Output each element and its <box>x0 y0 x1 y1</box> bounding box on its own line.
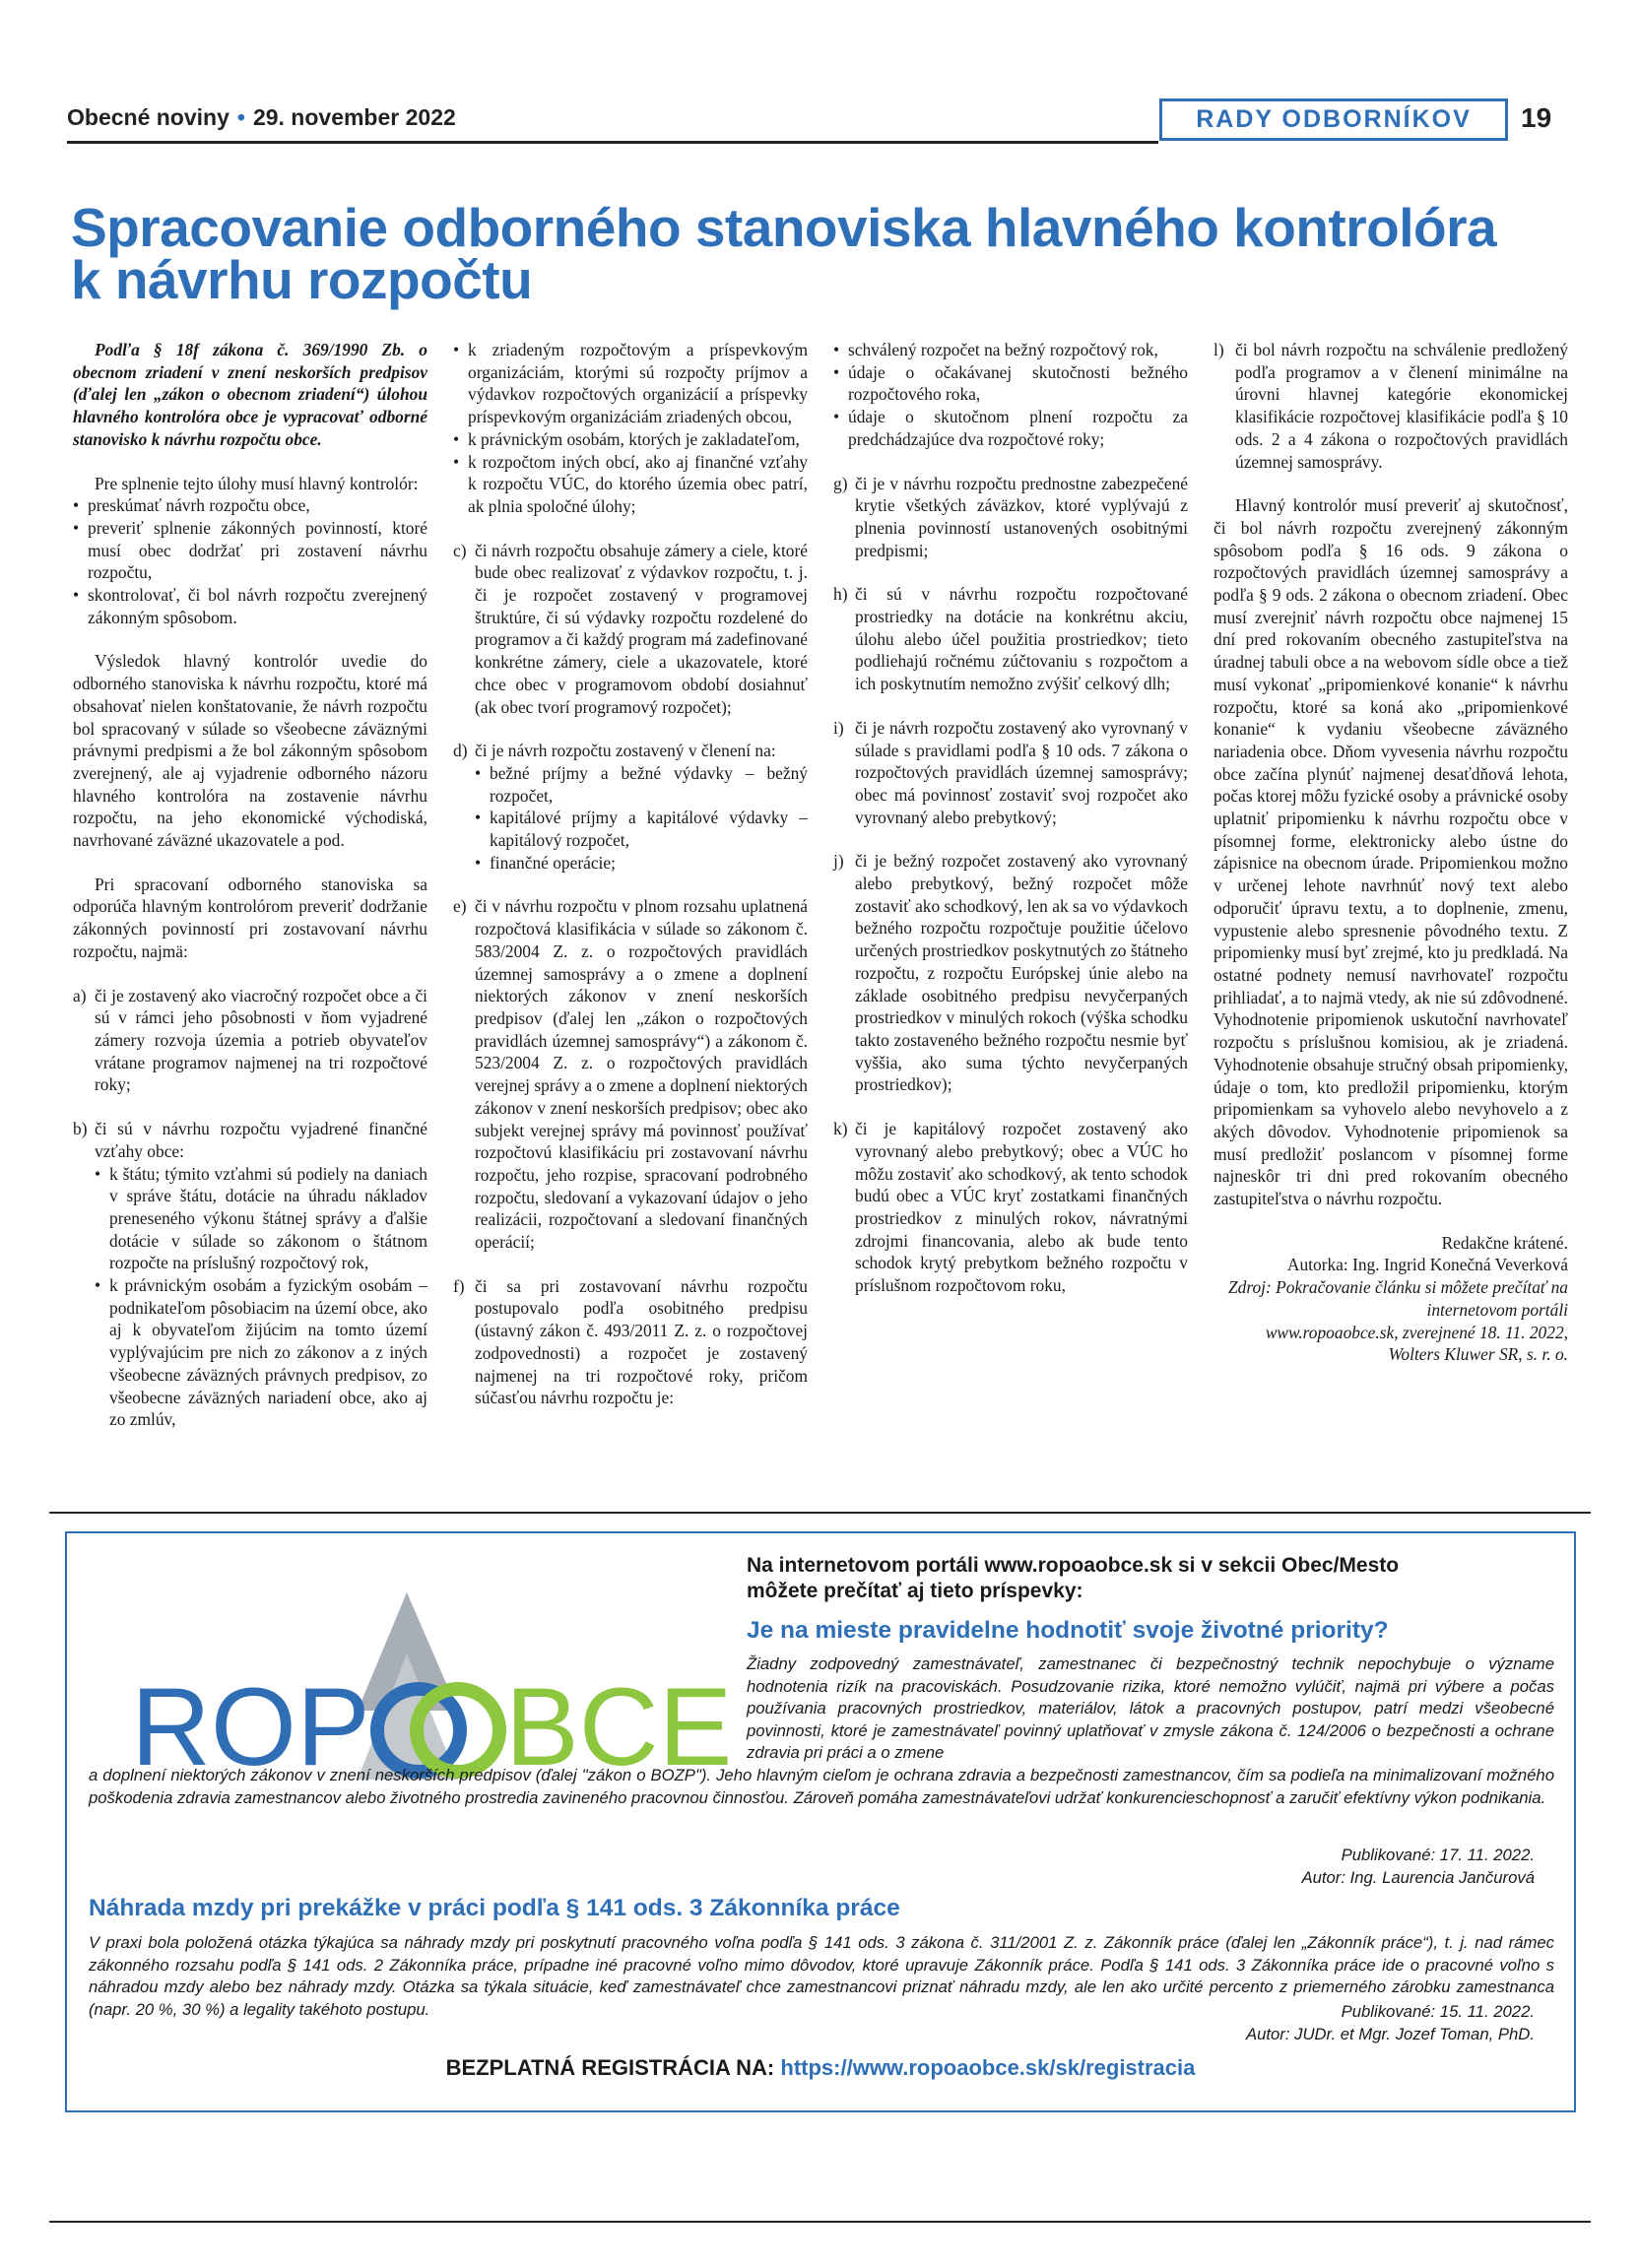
header-rule <box>67 141 1158 144</box>
registration-line <box>67 2055 1574 2081</box>
publication-name: Obecné noviny <box>67 104 230 130</box>
credit-author: Autorka: Ing. Ingrid Konečná Veverková <box>1286 1255 1568 1275</box>
check-item-b-list <box>95 1163 427 1431</box>
promo-article-1-author: Autor: Ing. Laurencia Jančurová <box>1301 1868 1535 1887</box>
tasks-intro: Pre splnenie tejto úlohy musí hlavný kontrolór: <box>95 473 419 493</box>
bottom-rule <box>49 2221 1591 2223</box>
list-item: • k štátu; týmito vzťahmi sú podiely na daniach v správe štátu, dotácie na úhradu nákladov preneseného výkonu štátnej správy a ďalšie dotácie v súlade so zákonom o štátnom rozpočte na príslušný rozpočtový rok, <box>95 1163 427 1275</box>
tasks-list <box>73 494 427 628</box>
list-item: • údaje o skutočnom plnení rozpočtu za predchádzajúce dva rozpočtové roky; <box>833 406 1188 450</box>
check-item-f: f) či sa pri zostavovaní návrhu rozpočtu postupovalo podľa osobitného predpisu (ústavný zákon č. 493/2011 Z. z. o rozpočtovej zodpovednosti) a rozpočet je zostavený najmenej na tri rozpočtové roky, pričom súčasťou návrhu rozpočtu je: <box>453 1275 808 1408</box>
promo-article-1-text-bottom: a doplnení niektorých zákonov v znení neskorších predpisov (ďalej "zákon o BOZP"). Jeho hlavným cieľom je ochrana zdravia a bezpečnosti zamestnancov, čím sa podieľa na minimalizovaní možného poškodenia zdravia zamestnancov alebo životného prostredia zavineného pracovnou činnosťou. Zároveň pomáha zamestnávateľovi udržať konkurencieschopnosť a zaručiť efektívny výkon podnikania. <box>89 1766 1554 1807</box>
check-item-b-text: či sú v návrhu rozpočtu vyjadrené finančné vzťahy obce: <box>95 1119 427 1161</box>
promo-article-2-text: V praxi bola položená otázka týkajúca sa náhrady mzdy pri poskytnutí pracovného voľna podľa § 141 ods. 3 zákona č. 311/2001 Z. z. Zákonník práce (ďalej len „Zákonník práce“), t. j. nad rámec zákonného rozsahu podľa § 141 ods. 2 Zákonníka práce, prípadne iné pracovné voľno mimo dôvodov, ktoré upravuje Zákonník práce. Podľa § 141 ods. 3 Zákonníka práce ide o pracovné voľno s náhradou mzdy alebo bez náhrady mzdy. Otázka sa týkala situácie, keď zamestnávateľ chce zamestnancovi priznať náhradu mzdy, ale len ako určité percento z priemerného zárobku zamestnanca (napr. 20 %, 30 %) a legality takéhoto postupu. <box>89 1933 1554 2019</box>
article-title <box>71 197 1568 310</box>
list-item: • údaje o očakávanej skutočnosti bežného rozpočtového roka, <box>833 361 1188 406</box>
task-item: • preveriť splnenie zákonných povinností, ktoré musí obec dodržať pri zostavení návrhu rozpočtu, <box>73 517 427 584</box>
article-column-4 <box>1214 339 1568 1366</box>
check-item-i: i) či je návrh rozpočtu zostavený ako vyrovnaný v súlade s pravidlami podľa § 10 ods. 7 zákona o rozpočtových pravidlách územnej samosprávy; obec má povinnosť zostaviť svoj rozpočet ako vyrovnaný alebo prebytkový; <box>833 717 1188 827</box>
check-item-j: j) či je bežný rozpočet zostavený ako vyrovnaný alebo prebytkový, bežný rozpočet môže zostaviť ako schodkový, len ak sa vo výdavkoch bežného rozpočtu rozpočtuje použitie účelovo určených prostriedkov poskytnutých zo štátneho rozpočtu, z rozpočtu Európskej únie alebo na základe osobitného predpisu nevyčerpaných prostriedkov v minulých rokoch (výška schodku takto zostaveného bežného rozpočtu nesmie byť vyššia, ako suma týchto nevyčerpaných prostriedkov); <box>833 851 1188 1095</box>
article-title-line-2: k návrhu rozpočtu <box>71 249 533 310</box>
check-item-b-list-continued <box>453 339 808 518</box>
article-credits <box>1214 1232 1568 1366</box>
publish-paragraph: Hlavný kontrolór musí preveriť aj skutočnosť, či bol návrh rozpočtu zverejnený zákonným spôsobom podľa § 16 ods. 9 zákona o rozpočtových pravidlách územnej samosprávy a podľa § 9 ods. 2 zákona o obecnom zriadení. Obec musí zverejniť návrh rozpočtu obce najmenej 15 dní pred rokovaním obecného zastupiteľstva na úradnej tabuli obce a na webovom sídle obce a tiež musí vykonať „pripomienkové konanie“ k návrhu rozpočtu, ktoré sa koná ako „pripomienkové konanie“ k vydaniu všeobecne záväzného nariadenia obce. Dňom vyvesenia návrhu rozpočtu obce začína plynúť najmenej desaťdňová lehota, počas ktorej môžu fyzické osoby a právnické osoby uplatniť pripomienku k návrhu rozpočtu obce v písomnej forme, elektronicky alebo ústne do zápisnice na obecnom úrade. Pripomienkou možno v určenej lehote navrhnúť nový text alebo odporučiť úpravu textu, a to doplnenie, zmenu, vypustenie alebo spresnenie pôvodného textu. Z pripomienky musí byť zrejmé, kto ju predkladá. Na ostatné podnety nemusí navrhovateľ rozpočtu prihliadať, a to najmä vtedy, ak nie sú zdôvodnené. Vyhodnotenie pripomienok uskutoční navrhovateľ rozpočtu s príslušnou komisiou, ak je zriadená. Vyhodnotenie obsahuje stručný obsah pripomienky, údaje o tom, kto predložil pripomienku, ktorým pripomienkam sa vyhovelo alebo nevyhovelo a z akých dôvodov. Vyhodnotenie pripomienok sa musí predložiť poslancom v písomnej forme najneskôr tri dni pred rokovaním obecného zastupiteľstva o návrhu rozpočtu. <box>1214 495 1568 1209</box>
check-item-e: e) či v návrhu rozpočtu v plnom rozsahu uplatnená rozpočtová klasifikácia v súlade so zákonom č. 583/2004 Z. z. o rozpočtových pravidlách územnej samosprávy a o zmene a doplnení niektorých zákonov v znení neskorších predpisov (ďalej len „zákon o rozpočtových pravidlách územnej samosprávy“) a zákonom č. 523/2004 Z. z. o rozpočtových pravidlách verejnej správy a o zmene a doplnení niektorých zákonov v znení neskorších predpisov; obec ako subjekt verejnej správy má povinnosť používať rozpočtovú klasifikáciu pri zostavovaní návrhu rozpočtu, jeho rozpise, spracovaní podrobného rozpočtu, sledovaní a vykazovaní údajov o jeho realizácii, rozpočtovaní a sledovaní finančných operácií; <box>453 896 808 1253</box>
logo-right-text: BCE <box>505 1665 733 1788</box>
issue-date: 29. november 2022 <box>252 104 456 130</box>
list-item: • k právnickým osobám, ktorých je zakladateľom, <box>453 428 808 451</box>
result-paragraph: Výsledok hlavný kontrolór uvedie do odborného stanoviska k návrhu rozpočtu, ktoré má obsahovať nielen konštatovanie, že návrh rozpočtu bol spracovaný v súlade so všeobecne záväznými právnymi predpismi a že bol zákonným spôsobom zverejnený, ale aj vyjadrenie odborného názoru hlavného kontrolóra na zostavenie návrhu rozpočtu, na jeho ekonomické východiská, navrhované záväzné ukazovatele a pod. <box>73 651 427 851</box>
check-item-a: a) či je zostavený ako viacročný rozpočet obce a či sú v rámci jeho pôsobnosti v ňom vyjadrené zámery rozvoja územia a potrieb obyvateľov vrátane programov najmenej na tri rozpočtové roky; <box>73 985 427 1095</box>
promo-intro-line-2: môžete prečítať aj tieto príspevky: <box>747 1580 1083 1602</box>
promo-intro <box>747 1553 1535 1604</box>
promo-article-2-published: Publikované: 15. 11. 2022. <box>1341 2002 1535 2021</box>
registration-link[interactable]: https://www.ropoaobce.sk/sk/registracia <box>780 2055 1196 2080</box>
check-item-d: d) či je návrh rozpočtu zostavený v členení na: • bežné príjmy a bežné výdavky – bežný rozpočet, • kapitálové príjmy a kapitálové výdavky – kapitálový rozpočet, • finančné operácie; <box>453 740 808 874</box>
promo-intro-line-1: Na internetovom portáli www.ropoaobce.sk si v sekcii Obec/Mesto <box>747 1554 1400 1577</box>
check-item-l: l) či bol návrh rozpočtu na schválenie predložený podľa programov a v členení minimálne na úrovni hlavnej kategórie ekonomickej klasifikácie rozpočtovej klasifikácie podľa § 10 ods. 2 a 4 zákona o rozpočtových pravidlách územnej samosprávy. <box>1214 340 1568 472</box>
promo-article-2-author: Autor: JUDr. et Mgr. Jozef Toman, PhD. <box>1245 2025 1535 2043</box>
check-item-b: b) či sú v návrhu rozpočtu vyjadrené finančné vzťahy obce: • k štátu; týmito vzťahmi sú podiely na daniach v správe štátu, dotácie na úhradu nákladov preneseného výkonu štátnej správy a ďalšie dotácie v súlade so zákonom o štátnom rozpočte na príslušný rozpočtový rok, • k právnickým osobám a fyzickým osobám – podnikateľom pôsobiacim na území obce, ako aj k obyvateľom žijúcim na tomto území vyplývajúcim pre nich zo zákonov a z iných všeobecne záväzných právnych predpisov, zo všeobecne záväzných nariadení obce, ako aj zo zmlúv, <box>73 1118 427 1431</box>
page-number: 19 <box>1521 102 1552 133</box>
task-item: • preskúmať návrh rozpočtu obce, <box>73 494 427 517</box>
promo-box <box>65 1531 1576 2112</box>
registration-label: BEZPLATNÁ REGISTRÁCIA NA: <box>445 2055 775 2080</box>
task-item: • skontrolovať, či bol návrh rozpočtu zverejnený zákonným spôsobom. <box>73 584 427 628</box>
check-item-d-list <box>475 762 808 875</box>
section-divider <box>49 1512 1591 1514</box>
article-title-line-1: Spracovanie odborného stanoviska hlavného kontrolóra <box>71 197 1497 258</box>
recommend-paragraph: Pri spracovaní odborného stanoviska sa odporúča hlavným kontrolórom preveriť dodržanie zákonných povinností pri zostavovaní návrhu rozpočtu, najmä: <box>73 874 427 961</box>
article-column-3 <box>833 339 1188 1319</box>
logo-left-text: ROP <box>131 1665 370 1788</box>
credit-url: www.ropoaobce.sk, zverejnené 18. 11. 2022, <box>1265 1322 1568 1342</box>
check-item-f-list <box>833 339 1188 451</box>
check-item-c: c) či návrh rozpočtu obsahuje zámery a ciele, ktoré bude obec realizovať z výdavkov rozpočtu, t. j. či je rozpočet zostavený v programovej štruktúre, či sú výdavky rozpočtu rozdelené do programov a či každý program má zadefinované konkrétne zámery, ciele a ukazovatele, ktoré chce obec v programovom období dosiahnuť (ak obec tvorí programový rozpočet); <box>453 540 808 717</box>
check-item-h: h) či sú v návrhu rozpočtu rozpočtované prostriedky na dotácie na konkrétnu akciu, úlohu alebo účel použitia prostriedkov; tieto podliehajú ročnému zúčtovaniu s rozpočtom a ich poskytnutím nemožno zvýšiť celkový dlh; <box>833 584 1188 694</box>
promo-article-1-text-top: Žiadny zodpovedný zamestnávateľ, zamestnanec či bezpečnostný technik nepochybuje o význame hodnotenia rizík na pracoviskách. Posudzovanie rizika, ktoré nemožno vylúčiť, najmä pri výbere a počas používania pracovných prostriedkov, materiálov, látok a pracovných postupov, patrí medzi všeobecné povinnosti, ktoré je zamestnávateľ povinný uplatňovať v zmysle zákona č. 124/2006 o bezpečnosti a ochrane zdravia pri práci a o zmene <box>747 1654 1554 1762</box>
check-item-d-text: či je návrh rozpočtu zostavený v členení na: <box>475 741 776 761</box>
credit-edited: Redakčne krátené. <box>1441 1232 1568 1253</box>
promo-article-1-title[interactable]: Je na mieste pravidelne hodnotiť svoje životné priority? <box>747 1617 1389 1644</box>
masthead <box>67 104 456 131</box>
list-item: • finančné operácie; <box>475 852 808 875</box>
promo-article-2-title[interactable]: Náhrada mzdy pri prekážke v práci podľa § 141 ods. 3 Zákonníka práce <box>89 1895 900 1921</box>
check-item-g: g) či je v návrhu rozpočtu prednostne zabezpečené krytie všetkých záväzkov, ktoré vyplývajú z plnenia povinností ustanovených osobitnými predpismi; <box>833 473 1188 560</box>
promo-article-1-published: Publikované: 17. 11. 2022. <box>1341 1846 1535 1864</box>
section-label: RADY ODBORNÍKOV <box>1159 98 1508 141</box>
list-item: • bežné príjmy a bežné výdavky – bežný rozpočet, <box>475 762 808 807</box>
list-item: • k zriadeným rozpočtovým a príspevkovým organizáciám, ktorými sú rozpočty príjmov a výdavkov rozpočtových organizácií a príspevky príspevkovým organizáciám zriadených obcou, <box>453 339 808 428</box>
article-column-2 <box>453 339 808 1431</box>
credit-publisher: Wolters Kluwer SR, s. r. o. <box>1388 1344 1568 1365</box>
separator-dot: • <box>236 104 245 130</box>
list-item: • kapitálové príjmy a kapitálové výdavky – kapitálový rozpočet, <box>475 807 808 851</box>
list-item: • schválený rozpočet na bežný rozpočtový rok, <box>833 339 1188 361</box>
article-lead: Podľa § 18f zákona č. 369/1990 Zb. o obecnom zriadení v znení neskorších predpisov (ďalej len „zákon o obecnom zriadení“) úlohou hlavného kontrolóra obce je vypracovať odborné stanovisko k návrhu rozpočtu obce. <box>73 340 427 449</box>
article-column-1 <box>73 339 427 1453</box>
check-item-k: k) či je kapitálový rozpočet zostavený ako vyrovnaný alebo prebytkový; obec a VÚC ho môžu zostaviť ako schodkový, ak tento schodok budú obec a VÚC kryť zostatkami finančných prostriedkov z minulých rokov, návratnými zdrojmi financovania, alebo ak bude tento schodok krytý prebytkom bežného rozpočtu v príslušnom rozpočtovom roku, <box>833 1119 1188 1296</box>
credit-source: Zdroj: Pokračovanie článku si môžete prečítať na internetovom portáli <box>1227 1277 1568 1320</box>
list-item: • k právnickým osobám a fyzickým osobám – podnikateľom pôsobiacim na území obce, ako aj k obyvateľom žijúcim na tomto území vyplývajúcim pre nich zo zákonov a z iných všeobecne záväzných právnych predpisov, zo všeobecne záväzných nariadení obce, ako aj zo zmlúv, <box>95 1274 427 1431</box>
list-item: • k rozpočtom iných obcí, ako aj finančné vzťahy k rozpočtu VÚC, do ktorého územia obec patrí, ak plnia spoločné úlohy; <box>453 451 808 518</box>
